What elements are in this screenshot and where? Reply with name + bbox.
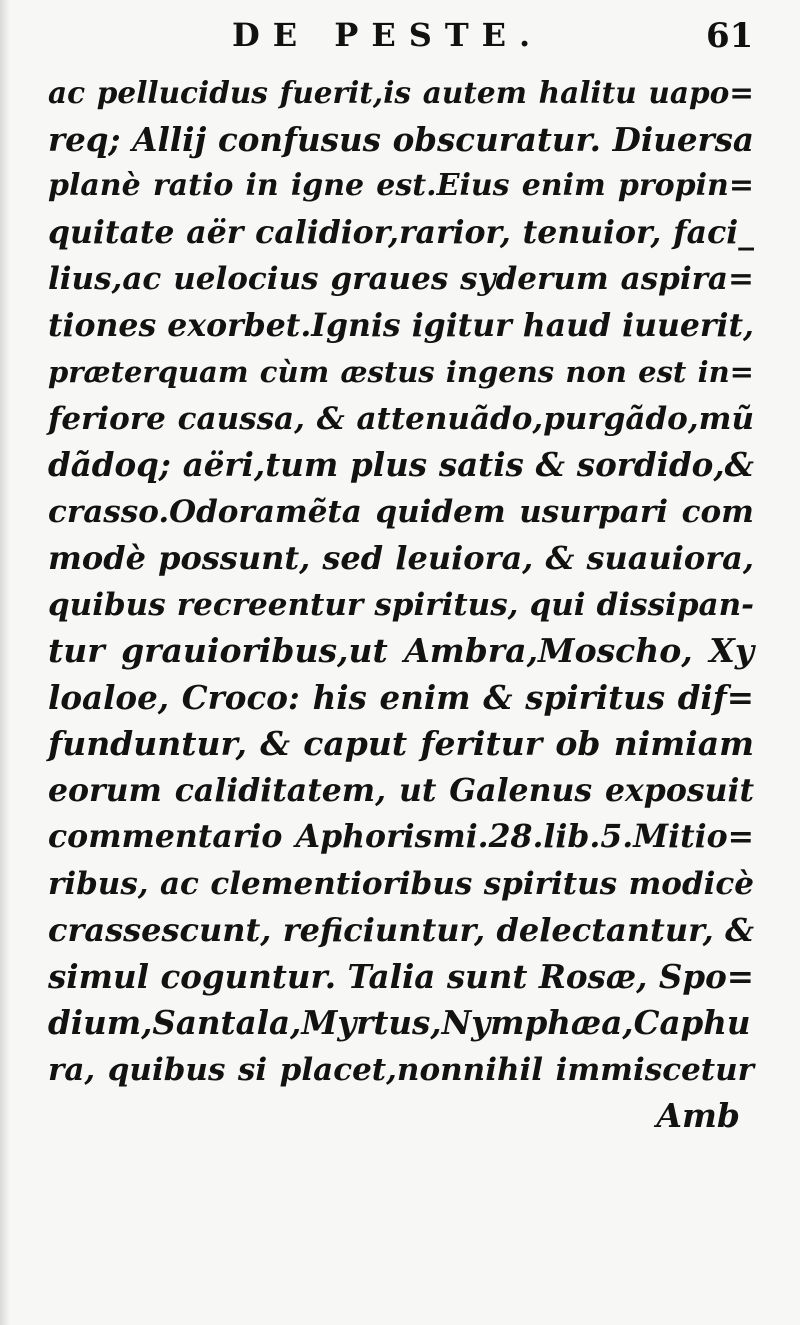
- catchword: Amb: [656, 1096, 740, 1135]
- body-text: [48, 70, 754, 1295]
- text-line: crassescunt, reficiuntur, delectantur, &: [48, 911, 754, 949]
- text-line: simul coguntur. Talia sunt Rosæ, Spo=: [48, 956, 754, 996]
- text-line: tiones exorbet.Ignis igitur haud iuuerit,: [48, 306, 754, 344]
- text-line: quitate aër calidior,rarior, tenuior, faci_: [48, 213, 754, 251]
- page-number: 61: [706, 16, 754, 56]
- text-line: lius,ac uelocius graues syderum aspira=: [48, 261, 754, 297]
- text-line: loaloe, Croco: his enim & spiritus dif=: [48, 677, 754, 717]
- text-line: dãdoq; aëri,tum plus satis & sordido,&: [48, 445, 754, 484]
- text-line: funduntur, & caput feritur ob nimiam: [48, 724, 754, 763]
- text-line: feriore caussa, & attenuãdo,purgãdo,mũ: [48, 400, 754, 437]
- text-line: dium,Santala,Myrtus,Nymphæa,Caphu: [48, 1003, 751, 1042]
- running-title: DE PESTE.: [232, 16, 544, 54]
- text-line: quibus recreentur spiritus, qui dissipan-: [48, 586, 754, 623]
- text-line: ac pellucidus fuerit,is autem halitu uapo=: [48, 75, 754, 110]
- text-line: crasso.Odoramẽta quidem usurpari com: [48, 493, 754, 530]
- text-line: eorum caliditatem, ut Galenus exposuit: [48, 771, 754, 809]
- text-line: modè possunt, sed leuiora, & suauiora,: [48, 539, 754, 577]
- text-line: præterquam cùm æstus ingens non est in=: [48, 355, 754, 389]
- text-line: planè ratio in igne est.Eius enim propin=: [48, 168, 754, 203]
- text-line: tur grauioribus,ut Ambra,Moscho, Xy: [48, 631, 754, 670]
- text-line: ribus, ac clementioribus spiritus modicè: [48, 865, 754, 902]
- text-line: ra, quibus si placet,nonnihil immiscetur: [48, 1051, 754, 1088]
- scan-edge: [0, 0, 10, 1325]
- text-line: commentario Aphorismi.28.lib.5.Mitio=: [48, 818, 754, 855]
- text-line: req; Allij confusus obscuratur. Diuersa: [48, 119, 754, 159]
- running-head: [0, 12, 800, 62]
